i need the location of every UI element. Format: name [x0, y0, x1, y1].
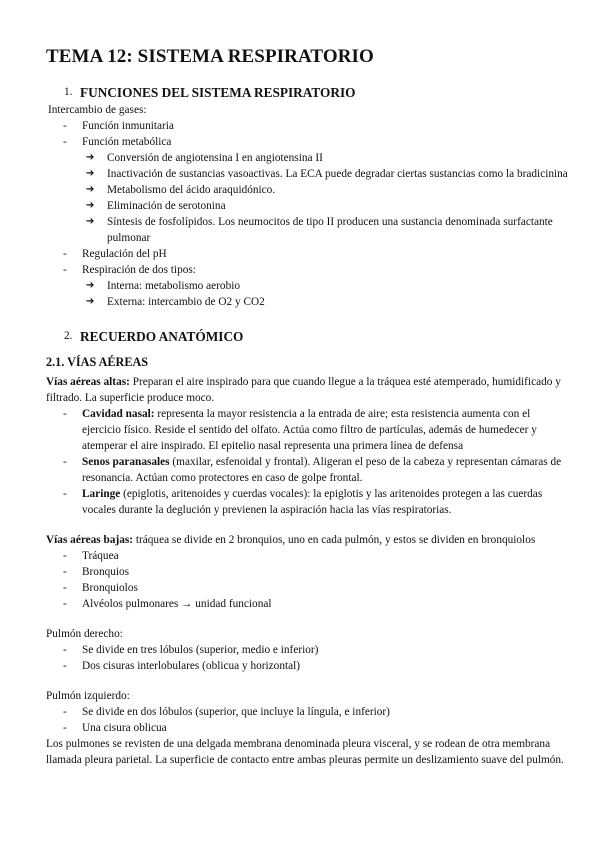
lower-airways-list — [46, 548, 570, 612]
section-2-heading: 2. RECUERDO ANATÓMICO — [64, 329, 244, 344]
list-item: - Función metabólica — [46, 134, 570, 150]
list-item: - Alvéolos pulmonares → unidad funcional — [46, 596, 570, 612]
arrow-icon: ➔ — [86, 168, 95, 179]
list-item: ➔ Eliminación de serotonina — [86, 200, 226, 212]
list-item: - Respiración de dos tipos: — [46, 262, 570, 278]
list-item: - Bronquios — [46, 564, 570, 580]
list-item: ➔ Metabolismo del ácido araquidónico. — [86, 184, 276, 196]
section-2-title: RECUERDO ANATÓMICO — [80, 329, 244, 344]
arrow-icon: ➔ — [86, 296, 95, 307]
section-1-intro: Intercambio de gases: — [48, 104, 147, 116]
arrow-icon: ➔ — [86, 216, 95, 227]
lower-airways-paragraph: Vías aéreas bajas: tráquea se divide en 2 bronquios, uno en cada pulmón, y estos se dividen en bronquiolos — [46, 534, 536, 546]
page-title: TEMA 12: SISTEMA RESPIRATORIO — [46, 46, 374, 67]
section-1-title: FUNCIONES DEL SISTEMA RESPIRATORIO — [80, 85, 356, 100]
functions-list — [46, 118, 570, 150]
upper-airways-list — [46, 406, 570, 518]
pleura-paragraph: Los pulmones se revisten de una delgada membrana denominada pleura visceral, y se rodean de otra membrana llamada pleura parietal. La superficie de contacto entre ambas pleuras permite un deslizamiento suave del pulmón. — [46, 738, 564, 766]
list-item: ➔ Síntesis de fosfolípidos. Los neumocitos de tipo II producen una sustancia denominada surfactante pulmonar — [86, 216, 553, 244]
list-item: - Tráquea — [46, 548, 570, 564]
list-item: - Se divide en dos lóbulos (superior, que incluye la língula, e inferior) — [46, 704, 570, 720]
list-item: ➔ Inactivación de sustancias vasoactivas. La ECA puede degradar ciertas sustancias como la bradicinina — [86, 168, 568, 180]
arrow-icon: ➔ — [86, 280, 95, 291]
functions-list-2 — [46, 246, 570, 278]
right-lung-label: Pulmón derecho: — [46, 628, 123, 640]
arrow-icon: ➔ — [86, 200, 95, 211]
left-lung-list — [46, 704, 570, 736]
list-item: - Bronquiolos — [46, 580, 570, 596]
arrow-icon: ➔ — [86, 184, 95, 195]
list-item: ➔ Interna: metabolismo aerobio — [86, 280, 241, 292]
metabolic-sublist — [82, 150, 570, 246]
right-lung-list — [46, 642, 570, 674]
list-item: - Se divide en tres lóbulos (superior, medio e inferior) — [46, 642, 570, 658]
list-item: ➔ Externa: intercambio de O2 y CO2 — [86, 296, 265, 308]
list-item: - Laringe (epiglotis, aritenoides y cuerdas vocales): la epiglotis y las aritenoides protegen a las cuerdas vocales durante la deglución y previenen la aspiración hacia las vías respiratorias. — [46, 486, 570, 518]
subsection-title: 2.1. VÍAS AÉREAS — [46, 355, 149, 369]
upper-airways-paragraph: Vías aéreas altas: Preparan el aire inspirado para que cuando llegue a la tráquea esté atemperado, humidificado y filtrado. La superficie produce moco. — [46, 376, 561, 404]
list-item: - Una cisura oblicua — [46, 720, 570, 736]
list-item: - Dos cisuras interlobulares (oblicua y horizontal) — [46, 658, 570, 674]
section-1-heading: 1. FUNCIONES DEL SISTEMA RESPIRATORIO — [64, 85, 356, 100]
list-item: ➔ Conversión de angiotensina I en angiotensina II — [86, 152, 323, 164]
list-item: - Cavidad nasal: representa la mayor resistencia a la entrada de aire; esta resistencia aumenta con el ejercicio físico. Reside el sentido del olfato. Actúa como filtro de partículas, además de humedecer y atemperar el aire inspirado. El epitelio nasal representa una primera línea de defensa — [46, 406, 570, 454]
list-item: - Senos paranasales (maxilar, esfenoidal y frontal). Aligeran el peso de la cabeza y representan cámaras de resonancia. Actúan como protectores en caso de golpe frontal. — [46, 454, 570, 486]
left-lung-label: Pulmón izquierdo: — [46, 690, 130, 702]
list-item: - Regulación del pH — [46, 246, 570, 262]
respiration-sublist — [82, 278, 570, 310]
arrow-icon: ➔ — [86, 152, 95, 163]
list-item: - Función inmunitaria — [46, 118, 570, 134]
